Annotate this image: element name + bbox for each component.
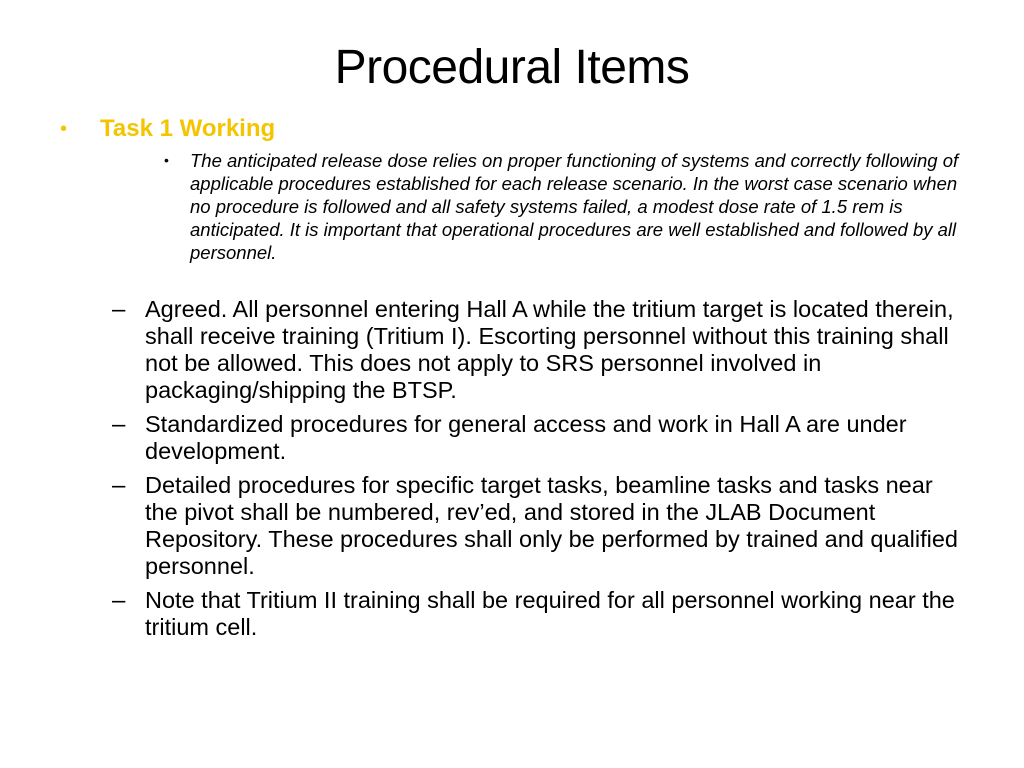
response-list <box>112 296 972 648</box>
list-item <box>112 296 972 404</box>
list-item <box>112 587 972 641</box>
sub-bullet-text: The anticipated release dose relies on proper functioning of systems and correctly following of applicable procedures established for each release scenario. In the worst case scenario when no procedure is followed and all safety systems failed, a modest dose rate of 1.5 rem is anticipated. It is important that operational procedures are well established and followed by all personnel. <box>190 150 959 263</box>
list-item-text: Agreed. All personnel entering Hall A while the tritium target is located therein, shall receive training (Tritium I). Escorting personnel without this training shall not be allowed. This does not apply to SRS personnel involved in packaging/shipping the BTSP. <box>145 296 954 403</box>
list-item <box>112 472 972 580</box>
list-item-text: Standardized procedures for general access and work in Hall A are under development. <box>145 411 907 464</box>
dash-marker: – <box>112 411 126 438</box>
dash-marker: – <box>112 587 126 614</box>
sub-bullet-item <box>164 149 964 264</box>
list-item <box>112 411 972 465</box>
task-bullet <box>60 114 980 144</box>
list-item-text: Note that Tritium II training shall be required for all personnel working near the tritium cell. <box>145 587 955 640</box>
bullet-marker: • <box>60 118 68 140</box>
slide-title: Procedural Items <box>334 41 690 94</box>
list-item-text: Detailed procedures for specific target tasks, beamline tasks and tasks near the pivot shall be numbered, rev’ed, and stored in the JLAB Document Repository. These procedures shall only be performed by trained and qualified personnel. <box>145 472 958 579</box>
dash-marker: – <box>112 472 126 499</box>
sub-bullet-marker: • <box>164 152 169 168</box>
task-bullet-item <box>60 114 980 144</box>
task-sub-bullet <box>164 149 964 264</box>
task-heading: Task 1 Working <box>100 115 276 142</box>
dash-marker: – <box>112 296 126 323</box>
